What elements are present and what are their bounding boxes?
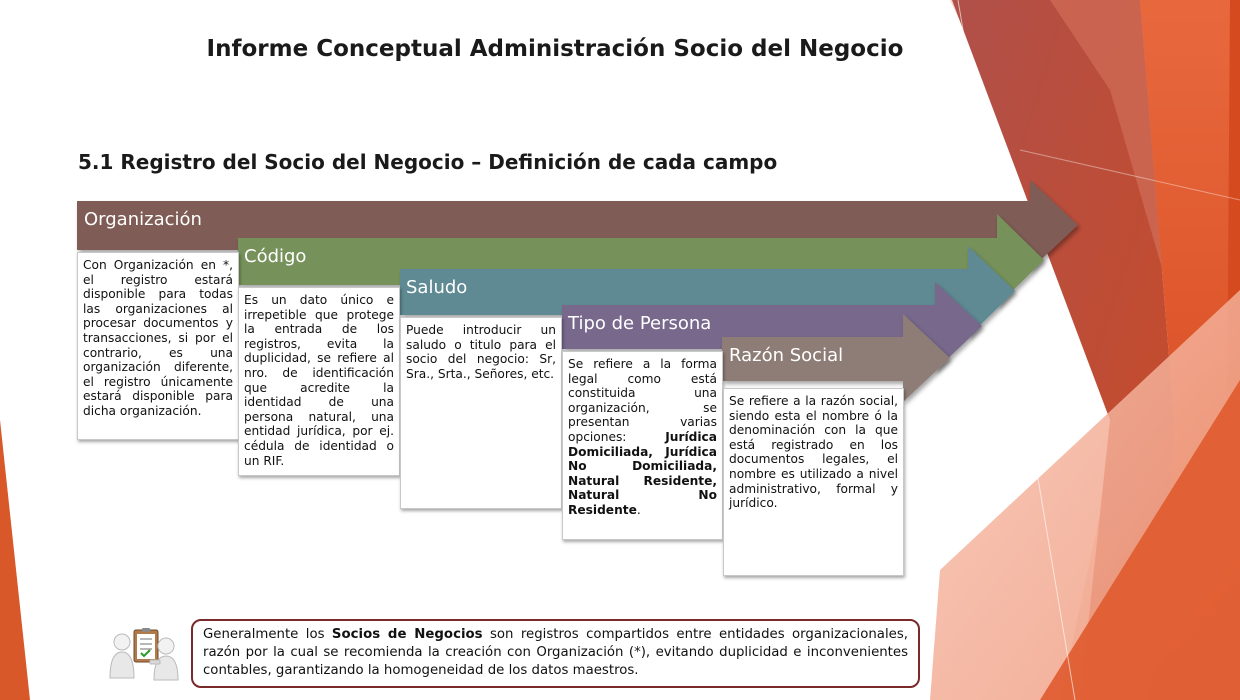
page-title: Informe Conceptual Administración Socio del Negocio [206, 36, 904, 62]
people-clipboard-icon [106, 624, 180, 682]
field-label-codigo: Código [244, 246, 307, 267]
field-label-tipo-persona: Tipo de Persona [568, 313, 712, 334]
note-bold: Socios de Negocios [331, 627, 483, 642]
field-description-razon-social: Se refiere a la razón social, siendo esta el nombre ó la denominación con la que está registrado en los documentos legales, el nombre es utilizado a nivel administrativo, formal y jurídico. [723, 388, 904, 576]
summary-note [191, 619, 920, 688]
field-description-saludo: Puede introducir un saludo o titulo para el socio del negocio: Sr, Sra., Srta., Señores, etc. [400, 317, 562, 509]
tipo-persona-options: Jurídica Domiciliada, Jurídica No Domiciliada, Natural Residente, Natural No Residente [568, 429, 717, 517]
field-label-organizacion: Organización [84, 209, 202, 230]
field-description-organizacion: Con Organización en *, el registro estará disponible para todas las organizaciones al procesar documentos y transacciones, si por el contrario, es una organización diferente, el registro únicamente estará disponible para dicha organización. [77, 252, 239, 440]
note-prefix: Generalmente los [203, 627, 332, 642]
field-label-saludo: Saludo [406, 277, 468, 298]
section-heading: 5.1 Registro del Socio del Negocio – Definición de cada campo [78, 150, 778, 174]
tipo-persona-end: . [636, 502, 641, 517]
field-description-codigo: Es un dato único e irrepetible que protege la entrada de los registros, evita la duplicidad, se refiere al nro. de identificación que acredite la identidad de una persona natural, una entidad jurídica, por ej. cédula de identidad o un RIF. [238, 287, 400, 476]
tipo-persona-intro: Se refiere a la forma legal como está constituida una organización, se presentan varias opciones: [568, 357, 717, 444]
field-label-razon-social: Razón Social [729, 345, 844, 366]
field-description-tipo-persona [562, 351, 723, 540]
note-suffix: son registros compartidos entre entidades organizacionales, razón por la cual se recomienda la creación con Organización (*), evitando duplicidad e inconvenientes contables, garantizando la homogeneidad de los datos maestros. [203, 627, 908, 678]
